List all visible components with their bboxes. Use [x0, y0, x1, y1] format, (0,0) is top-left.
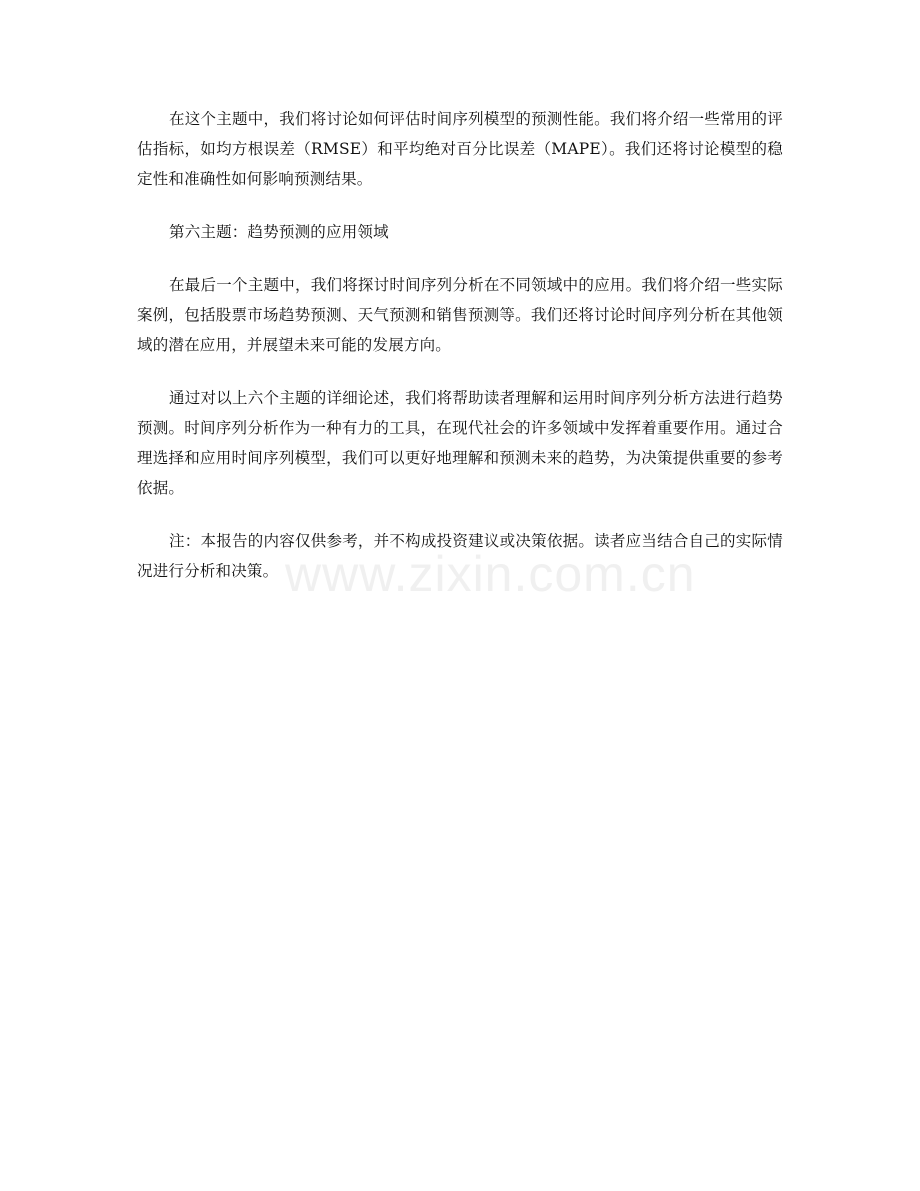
paragraph-disclaimer: 注：本报告的内容仅供参考，并不构成投资建议或决策依据。读者应当结合自己的实际情况进行分析和决策。: [137, 532, 783, 580]
paragraph-summary: 通过对以上六个主题的详细论述，我们将帮助读者理解和运用时间序列分析方法进行趋势预测。时间序列分析作为一种有力的工具，在现代社会的许多领域中发挥着重要作用。通过合理选择和应用时间序列模型，我们可以更好地理解和预测未来的趋势，为决策提供重要的参考依据。: [137, 389, 783, 497]
document-body: [137, 104, 783, 609]
section-heading-six: 第六主题：趋势预测的应用领域: [169, 223, 389, 241]
watermark-text: www.zixin.com.cn: [285, 546, 696, 602]
paragraph-applications: 在最后一个主题中，我们将探讨时间序列分析在不同领域中的应用。我们将介绍一些实际案例，包括股票市场趋势预测、天气预测和销售预测等。我们还将讨论时间序列分析在其他领域的潜在应用，并展望未来可能的发展方向。: [137, 276, 783, 354]
paragraph-evaluation: 在这个主题中，我们将讨论如何评估时间序列模型的预测性能。我们将介绍一些常用的评估指标，如均方根误差（RMSE）和平均绝对百分比误差（MAPE）。我们还将讨论模型的稳定性和准确性如何影响预测结果。: [137, 110, 783, 188]
